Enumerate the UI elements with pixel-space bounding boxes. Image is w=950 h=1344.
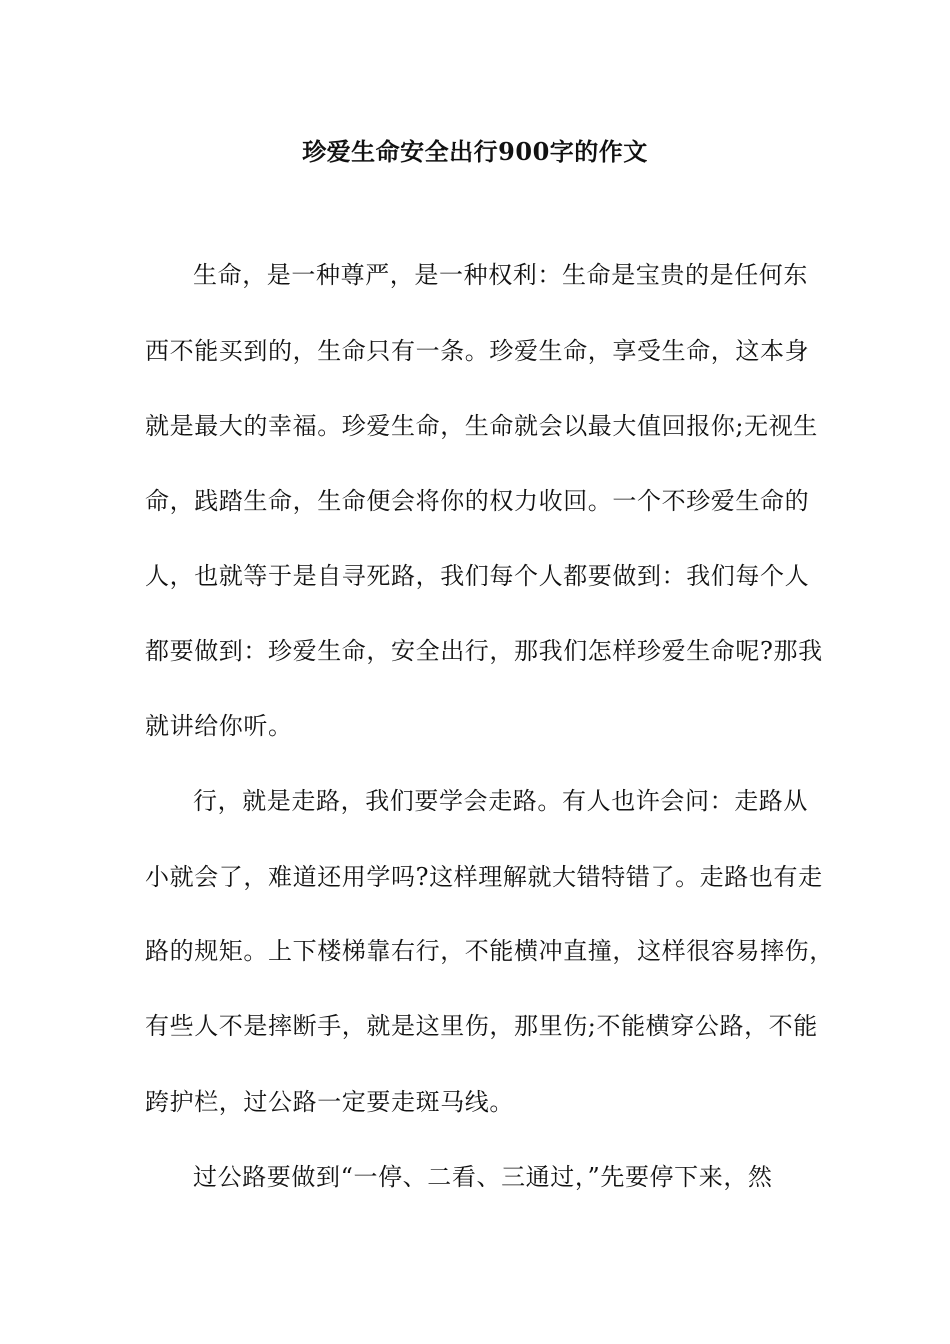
paragraph-2-line-2: 小就会了，难道还用学吗?这样理解就大错特错了。走路也有走 bbox=[145, 863, 823, 891]
paragraph-3-line-1: 过公路要做到“一停、二看、三通过，”先要停下来，然 bbox=[193, 1163, 773, 1191]
paragraph-2-line-5: 跨护栏，过公路一定要走斑马线。 bbox=[145, 1088, 514, 1116]
paragraph-1-line-5: 人，也就等于是自寻死路，我们每个人都要做到：我们每个人 bbox=[145, 562, 810, 590]
document-title: 珍爱生命安全出行900字的作文 bbox=[302, 137, 648, 166]
paragraph-1-line-1: 生命，是一种尊严，是一种权利：生命是宝贵的是任何东 bbox=[193, 261, 808, 289]
paragraph-1-line-6: 都要做到：珍爱生命，安全出行，那我们怎样珍爱生命呢?那我 bbox=[145, 637, 823, 665]
paragraph-2-line-1: 行，就是走路，我们要学会走路。有人也许会问：走路从 bbox=[193, 787, 808, 815]
paragraph-2-line-4: 有些人不是摔断手，就是这里伤，那里伤;不能横穿公路，不能 bbox=[145, 1012, 818, 1040]
paragraph-1-line-3: 就是最大的幸福。珍爱生命，生命就会以最大值回报你;无视生 bbox=[145, 412, 818, 440]
paragraph-1-line-2: 西不能买到的，生命只有一条。珍爱生命，享受生命，这本身 bbox=[145, 337, 810, 365]
paragraph-1-line-4: 命，践踏生命，生命便会将你的权力收回。一个不珍爱生命的 bbox=[145, 487, 810, 515]
paragraph-1-line-7: 就讲给你听。 bbox=[145, 712, 293, 740]
paragraph-2-line-3: 路的规矩。上下楼梯靠右行，不能横冲直撞，这样很容易摔伤， bbox=[145, 937, 834, 965]
